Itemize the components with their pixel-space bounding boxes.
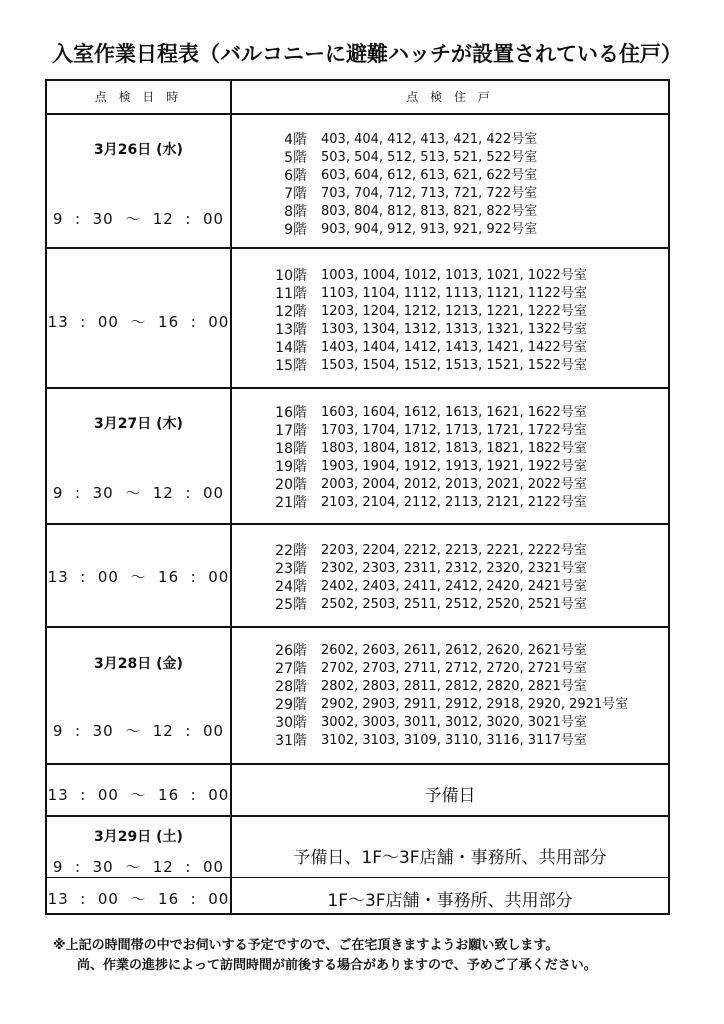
floor-label: 7階 (284, 186, 307, 202)
floor-label: 8階 (284, 204, 307, 220)
unit-list: 603, 604, 612, 613, 621, 622号室 (321, 168, 538, 183)
row-divider (47, 387, 668, 389)
unit-list: 1803, 1804, 1812, 1813, 1821, 1822号室 (321, 441, 587, 456)
unit-list: 2902, 2903, 2911, 2912, 2918, 2920, 2921号室 (321, 697, 629, 712)
reserve-day-label: 予備日、1F〜3F店舗・事務所、共用部分 (293, 848, 607, 868)
day-label: 3月29日 (土) (94, 829, 183, 845)
floor-label: 27階 (275, 661, 307, 677)
floor-label: 17階 (275, 423, 307, 439)
day-label: 3月28日 (金) (94, 656, 183, 672)
unit-list: 2402, 2403, 2411, 2412, 2420, 2421号室 (321, 579, 587, 594)
time-slot: 9 : 30 〜 12 : 00 (52, 484, 225, 502)
floor-label: 18階 (275, 441, 307, 457)
time-slot: 13 : 00 〜 16 : 00 (47, 568, 230, 586)
unit-list: 1103, 1104, 1112, 1113, 1121, 1122号室 (321, 286, 587, 301)
floor-label: 24階 (275, 579, 307, 595)
row-divider (47, 247, 668, 249)
header-time: 点 検 日 時 (94, 90, 183, 104)
unit-list: 1003, 1004, 1012, 1013, 1021, 1022号室 (321, 268, 587, 283)
schedule-table (45, 79, 670, 915)
reserve-day-label: 1F〜3F店舗・事務所、共用部分 (327, 891, 573, 911)
unit-list: 1603, 1604, 1612, 1613, 1621, 1622号室 (321, 405, 587, 420)
row-divider (47, 763, 668, 765)
unit-list: 1203, 1204, 1212, 1213, 1221, 1222号室 (321, 304, 587, 319)
unit-list: 1903, 1904, 1912, 1913, 1921, 1922号室 (321, 459, 587, 474)
floor-label: 16階 (275, 405, 307, 421)
unit-list: 1403, 1404, 1412, 1413, 1421, 1422号室 (321, 340, 587, 355)
floor-label: 5階 (284, 150, 307, 166)
floor-label: 28階 (275, 679, 307, 695)
floor-label: 29階 (275, 697, 307, 713)
unit-list: 3002, 3003, 3011, 3012, 3020, 3021号室 (321, 715, 587, 730)
floor-label: 19階 (275, 459, 307, 475)
row-divider (47, 815, 668, 817)
unit-list: 2103, 2104, 2112, 2113, 2121, 2122号室 (321, 495, 587, 510)
floor-label: 4階 (284, 132, 307, 148)
floor-label: 9階 (284, 222, 307, 238)
floor-label: 25階 (275, 597, 307, 613)
time-slot: 9 : 30 〜 12 : 00 (52, 858, 225, 876)
unit-list: 2602, 2603, 2611, 2612, 2620, 2621号室 (321, 643, 587, 658)
floor-label: 12階 (275, 304, 307, 320)
unit-list: 2502, 2503, 2511, 2512, 2520, 2521号室 (321, 597, 587, 612)
floor-label: 6階 (284, 168, 307, 184)
day-label: 3月27日 (木) (94, 416, 183, 432)
unit-list: 403, 404, 412, 413, 421, 422号室 (321, 132, 538, 147)
unit-list: 503, 504, 512, 513, 521, 522号室 (321, 150, 538, 165)
header-units: 点 検 住 戸 (406, 90, 494, 104)
floor-label: 14階 (275, 340, 307, 356)
unit-list: 2302, 2303, 2311, 2312, 2320, 2321号室 (321, 561, 587, 576)
unit-list: 803, 804, 812, 813, 821, 822号室 (321, 204, 538, 219)
unit-list: 1303, 1304, 1312, 1313, 1321, 1322号室 (321, 322, 587, 337)
unit-list: 2203, 2204, 2212, 2213, 2221, 2222号室 (321, 543, 587, 558)
unit-list: 1703, 1704, 1712, 1713, 1721, 1722号室 (321, 423, 587, 438)
unit-list: 903, 904, 912, 913, 921, 922号室 (321, 222, 538, 237)
footnote-line-2: 尚、作業の進捗によって訪問時間が前後する場合がありますので、予めご了承ください。 (77, 958, 597, 973)
floor-label: 26階 (275, 643, 307, 659)
floor-label: 13階 (275, 322, 307, 338)
floor-label: 21階 (275, 495, 307, 511)
floor-label: 20階 (275, 477, 307, 493)
floor-label: 22階 (275, 543, 307, 559)
unit-list: 3102, 3103, 3109, 3110, 3116, 3117号室 (321, 733, 587, 748)
day-label: 3月26日 (水) (94, 142, 183, 158)
time-slot: 13 : 00 〜 16 : 00 (47, 890, 230, 908)
unit-list: 2702, 2703, 2711, 2712, 2720, 2721号室 (321, 661, 587, 676)
footnote-line-1: ※上記の時間帯の中でお伺いする予定ですので、ご在宅頂きますようお願い致します。 (53, 938, 559, 953)
time-slot: 9 : 30 〜 12 : 00 (52, 210, 225, 228)
row-divider (47, 877, 668, 878)
time-slot: 13 : 00 〜 16 : 00 (47, 313, 230, 331)
reserve-day-label: 予備日 (424, 786, 476, 806)
time-slot: 13 : 00 〜 16 : 00 (47, 786, 230, 804)
unit-list: 2802, 2803, 2811, 2812, 2820, 2821号室 (321, 679, 587, 694)
unit-list: 1503, 1504, 1512, 1513, 1521, 1522号室 (321, 358, 587, 373)
page-title: 入室作業日程表（バルコニーに避難ハッチが設置されている住戸） (52, 42, 682, 66)
table-header (47, 81, 668, 115)
floor-label: 31階 (275, 733, 307, 749)
unit-list: 2003, 2004, 2012, 2013, 2021, 2022号室 (321, 477, 587, 492)
time-slot: 9 : 30 〜 12 : 00 (52, 722, 225, 740)
row-divider (47, 523, 668, 525)
floor-label: 11階 (275, 286, 307, 302)
floor-label: 10階 (275, 268, 307, 284)
row-divider (47, 626, 668, 628)
unit-list: 703, 704, 712, 713, 721, 722号室 (321, 186, 538, 201)
floor-label: 23階 (275, 561, 307, 577)
floor-label: 15階 (275, 358, 307, 374)
floor-label: 30階 (275, 715, 307, 731)
